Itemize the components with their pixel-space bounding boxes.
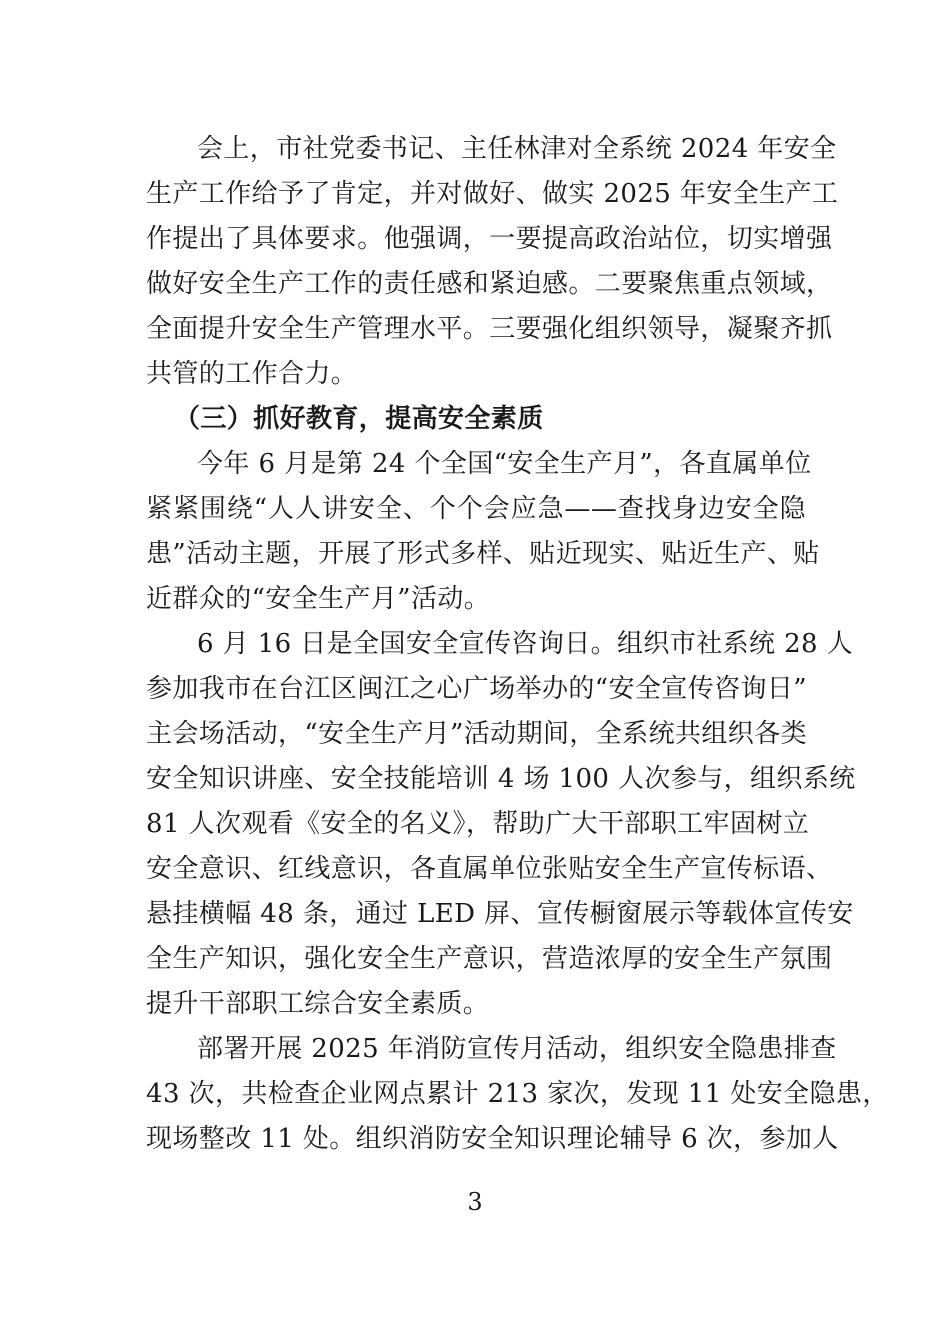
paragraph-line: 生产工作给予了肯定，并对做好、做实 2025 年安全生产工 bbox=[146, 179, 839, 209]
page-number: 3 bbox=[467, 1188, 483, 1216]
paragraph-line: 患”活动主题，开展了形式多样、贴近现实、贴近生产、贴 bbox=[146, 539, 820, 569]
paragraph-line: 参加我市在台江区闽江之心广场举办的“安全宣传咨询日” bbox=[146, 674, 807, 704]
paragraph-line: 提升干部职工综合安全素质。 bbox=[146, 989, 490, 1019]
paragraph-line: 紧紧围绕“人人讲安全、个个会应急——查找身边安全隐 bbox=[146, 494, 806, 524]
paragraph-line: 全面提升安全生产管理水平。三要强化组织领导，凝聚齐抓 bbox=[146, 314, 833, 344]
paragraph-line: 安全知识讲座、安全技能培训 4 场 100 人次参与，组织系统 bbox=[146, 764, 856, 794]
paragraph-line: 6 月 16 日是全国安全宣传咨询日。组织市社系统 28 人 bbox=[197, 629, 854, 659]
paragraph-line: 做好安全生产工作的责任感和紧迫感。二要聚焦重点领域， bbox=[146, 269, 833, 299]
paragraph-line: 作提出了具体要求。他强调，一要提高政治站位，切实增强 bbox=[146, 224, 833, 254]
paragraph-line: 悬挂横幅 48 条，通过 LED 屏、宣传橱窗展示等载体宣传安 bbox=[146, 899, 854, 929]
paragraph-line: 81 人次观看《安全的名义》，帮助广大干部职工牢固树立 bbox=[146, 809, 810, 839]
paragraph-line: 主会场活动，“安全生产月”活动期间，全系统共组织各类 bbox=[146, 719, 807, 749]
paragraph-line: 部署开展 2025 年消防宣传月活动，组织安全隐患排查 bbox=[197, 1034, 837, 1064]
paragraph-line: 近群众的“安全生产月”活动。 bbox=[146, 584, 491, 614]
paragraph-line: 共管的工作合力。 bbox=[146, 359, 358, 389]
paragraph-line: 会上，市社党委书记、主任林津对全系统 2024 年安全 bbox=[197, 134, 837, 164]
section-heading: （三）抓好教育，提高安全素质 bbox=[174, 404, 544, 434]
paragraph-line: 全生产知识，强化安全生产意识，营造浓厚的安全生产氛围 bbox=[146, 944, 833, 974]
paragraph-line: 今年 6 月是第 24 个全国“安全生产月”，各直属单位 bbox=[197, 449, 812, 479]
paragraph-line: 现场整改 11 处。组织消防安全知识理论辅导 6 次，参加人 bbox=[146, 1124, 839, 1154]
paragraph-line: 43 次，共检查企业网点累计 213 家次，发现 11 处安全隐患， bbox=[146, 1079, 889, 1109]
paragraph-line: 安全意识、红线意识，各直属单位张贴安全生产宣传标语、 bbox=[146, 854, 833, 884]
